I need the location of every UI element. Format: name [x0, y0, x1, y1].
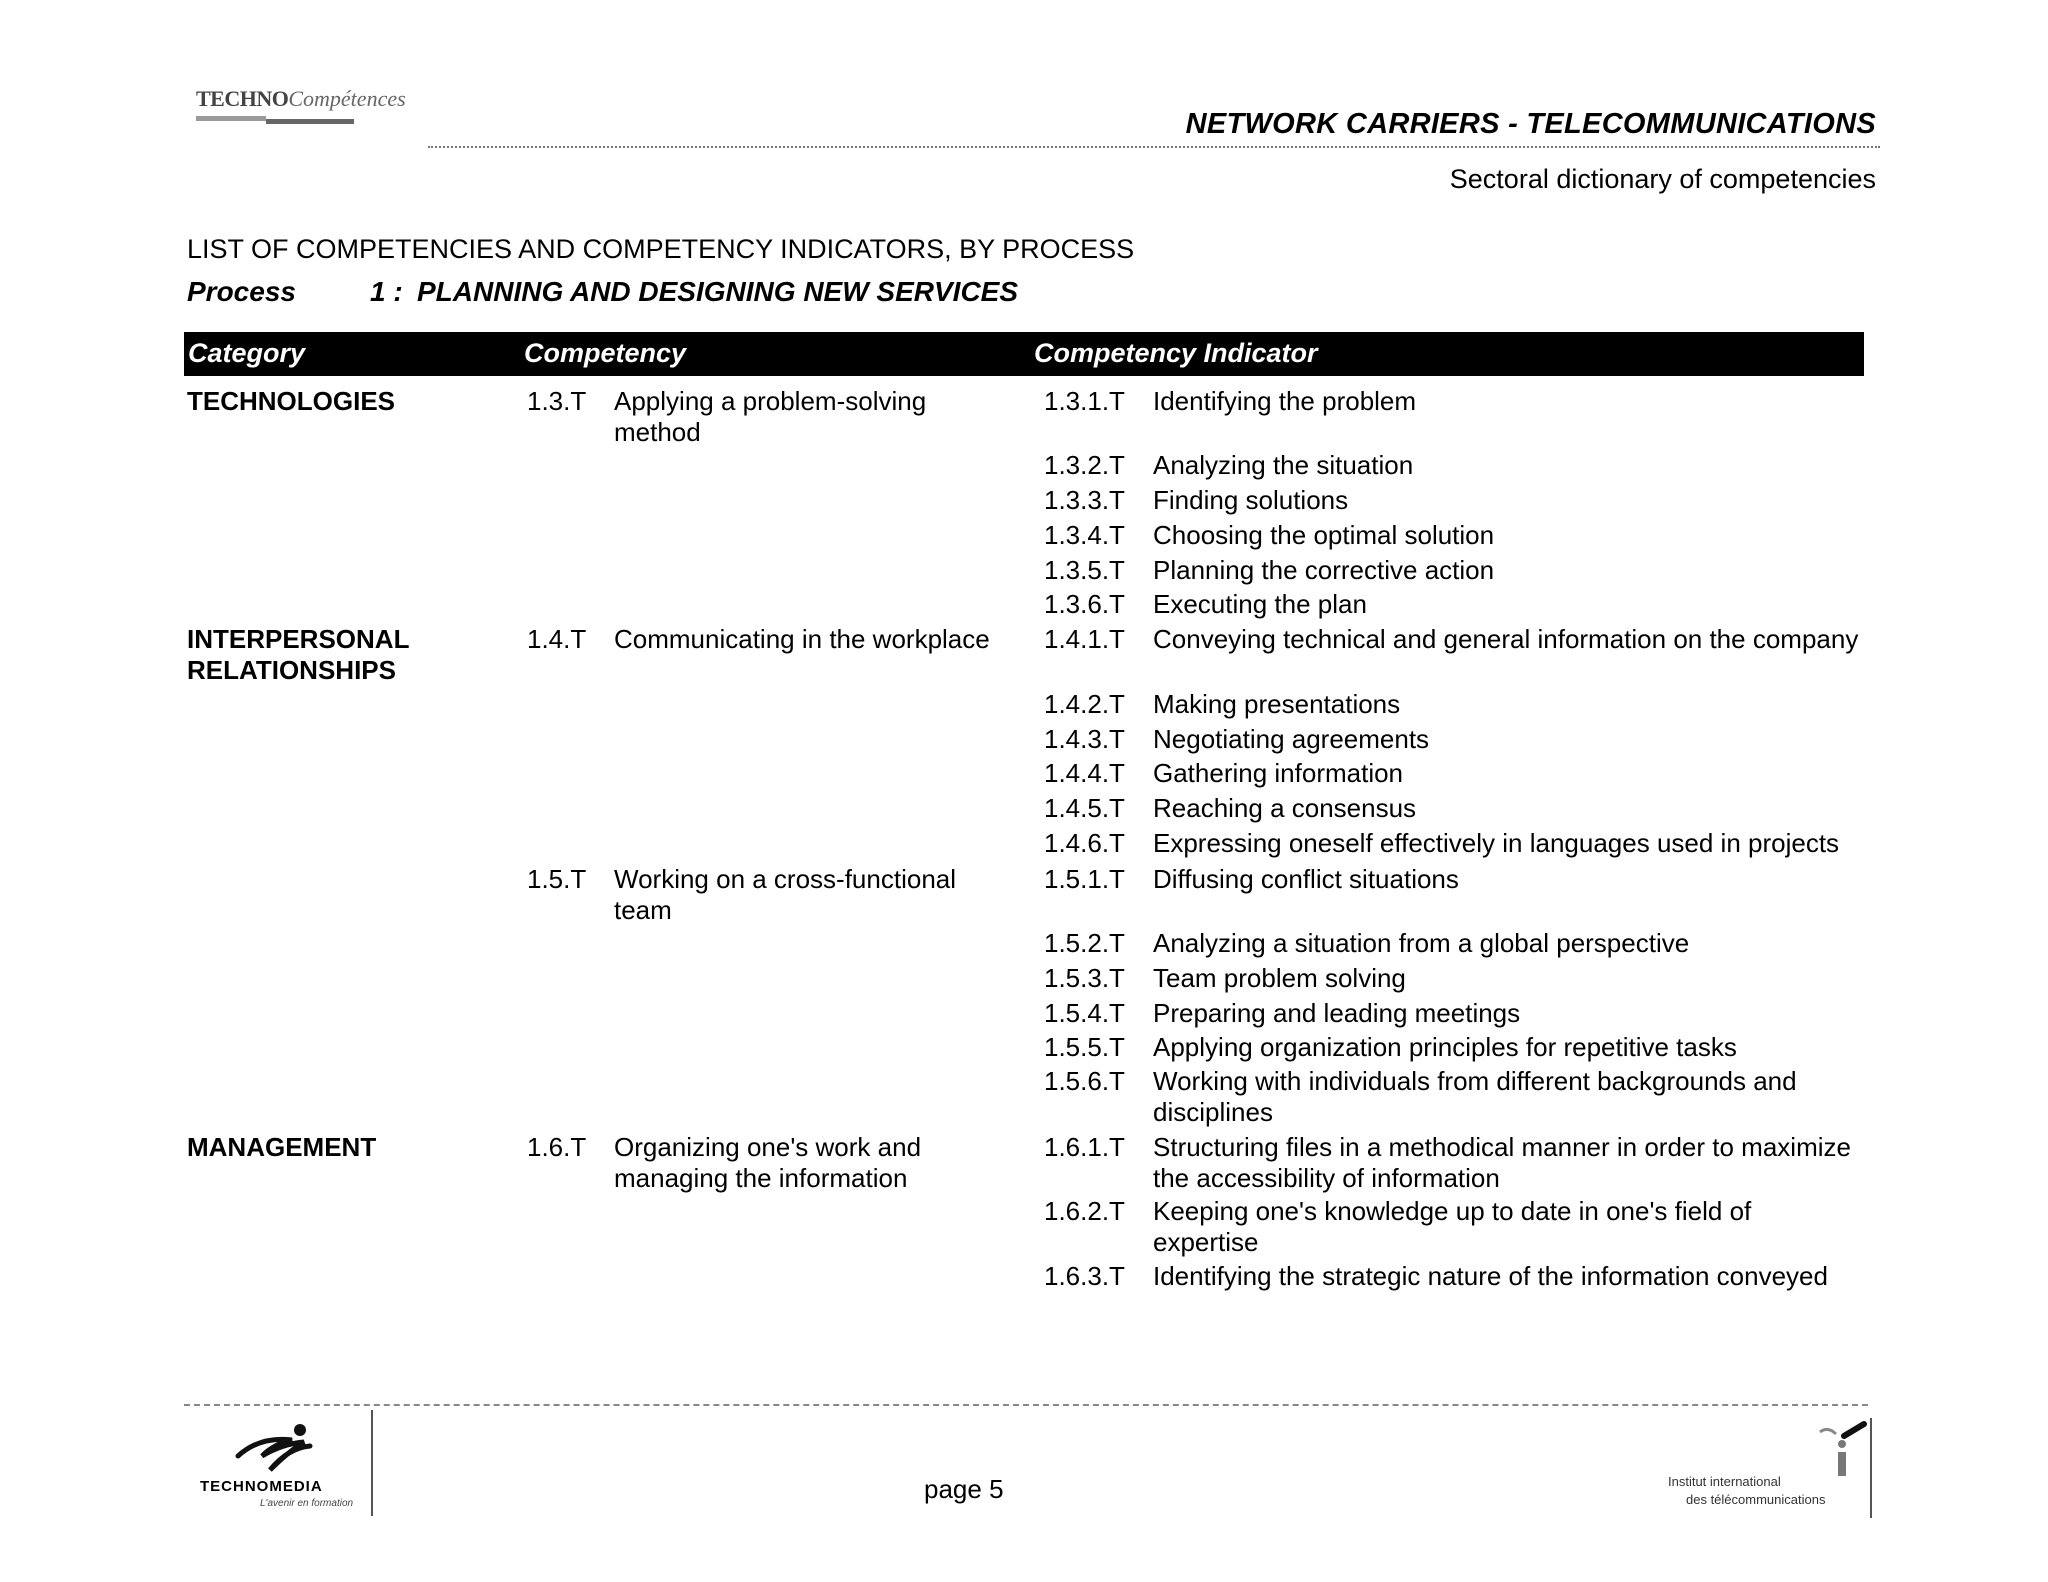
logo-bar — [266, 119, 354, 124]
indicator-label: Keeping one's knowledge up to date in one's field of expertise — [1153, 1196, 1752, 1257]
footer-divider — [184, 1404, 1868, 1406]
indicator-label: Negotiating agreements — [1153, 724, 1430, 754]
footer-vertical-rule — [1870, 1418, 1872, 1518]
indicator-label: Team problem solving — [1153, 963, 1406, 993]
competency-label: Communicating in the workplace — [614, 624, 990, 654]
column-header-competency: Competency — [524, 338, 687, 368]
column-header-indicator: Competency Indicator — [1034, 338, 1318, 368]
indicator-code: 1.5.1.T — [1044, 864, 1125, 894]
indicator-label: Preparing and leading meetings — [1153, 998, 1521, 1028]
indicator-code: 1.4.3.T — [1044, 724, 1125, 754]
indicator-code: 1.4.5.T — [1044, 793, 1125, 823]
indicator-label: Applying organization principles for repetitive tasks — [1153, 1032, 1737, 1062]
column-header-category: Category — [188, 338, 306, 368]
indicator-code: 1.5.6.T — [1044, 1066, 1125, 1096]
indicator-label: Working with individuals from different backgrounds and disciplines — [1153, 1066, 1797, 1127]
process-heading — [187, 276, 1019, 308]
indicator-code: 1.5.5.T — [1044, 1032, 1125, 1062]
competency-code: 1.3.T — [527, 386, 587, 416]
logo-bar — [196, 116, 266, 121]
indicator-code: 1.3.5.T — [1044, 555, 1125, 585]
indicator-label: Expressing oneself effectively in languages used in projects — [1153, 828, 1840, 858]
indicator-label: Identifying the problem — [1153, 386, 1417, 416]
header-divider — [428, 146, 1880, 148]
competency-code: 1.5.T — [527, 864, 587, 894]
process-number: 1 : — [370, 276, 403, 307]
indicator-label: Finding solutions — [1153, 485, 1349, 515]
footer-vertical-rule — [371, 1410, 373, 1516]
indicator-code: 1.3.6.T — [1044, 589, 1125, 619]
swoosh-icon — [230, 1422, 320, 1472]
indicator-code: 1.4.4.T — [1044, 758, 1125, 788]
indicator-label: Executing the plan — [1153, 589, 1367, 619]
indicator-label: Diffusing conflict situations — [1153, 864, 1459, 894]
indicator-label: Identifying the strategic nature of the information conveyed — [1153, 1261, 1828, 1291]
indicator-label: Gathering information — [1153, 758, 1404, 788]
indicator-code: 1.4.2.T — [1044, 689, 1125, 719]
category-interpersonal: INTERPERSONAL RELATIONSHIPS — [187, 624, 409, 685]
indicator-label: Planning the corrective action — [1153, 555, 1495, 585]
competency-code: 1.6.T — [527, 1132, 587, 1162]
category-management: MANAGEMENT — [187, 1132, 377, 1162]
indicator-label: Conveying technical and general information on the company — [1153, 624, 1859, 654]
indicator-code: 1.5.4.T — [1044, 998, 1125, 1028]
process-name: PLANNING AND DESIGNING NEW SERVICES — [417, 276, 1019, 307]
technomedia-logo: TECHNOMEDIA L'avenir en formation — [200, 1422, 380, 1518]
indicator-code: 1.6.1.T — [1044, 1132, 1125, 1162]
indicator-code: 1.6.2.T — [1044, 1196, 1125, 1226]
indicator-code: 1.3.4.T — [1044, 520, 1125, 550]
category-technologies: TECHNOLOGIES — [187, 386, 396, 416]
indicator-code: 1.3.1.T — [1044, 386, 1125, 416]
indicator-code: 1.4.1.T — [1044, 624, 1125, 654]
table-header — [184, 332, 1864, 376]
competency-label: Applying a problem-solving method — [614, 386, 927, 447]
indicator-code: 1.6.3.T — [1044, 1261, 1125, 1291]
indicator-label: Reaching a consensus — [1153, 793, 1417, 823]
indicator-label: Choosing the optimal solution — [1153, 520, 1495, 550]
indicator-label: Analyzing the situation — [1153, 450, 1414, 480]
logo-text: TECHNOCompétences — [196, 86, 406, 111]
competency-code: 1.4.T — [527, 624, 587, 654]
indicator-label: Analyzing a situation from a global perspective — [1153, 928, 1690, 958]
list-title: LIST OF COMPETENCIES AND COMPETENCY INDICATORS, BY PROCESS — [187, 234, 1135, 264]
indicator-code: 1.3.3.T — [1044, 485, 1125, 515]
process-label: Process — [187, 276, 296, 307]
indicator-label: Making presentations — [1153, 689, 1401, 719]
indicator-label: Structuring files in a methodical manner in order to maximize the accessibility of information — [1153, 1132, 1851, 1193]
document-title: NETWORK CARRIERS - TELECOMMUNICATIONS — [1185, 108, 1876, 140]
indicator-code: 1.5.3.T — [1044, 963, 1125, 993]
institute-mark-icon — [1818, 1420, 1868, 1480]
iit-logo: Institut international des télécommunications — [1668, 1420, 1868, 1520]
indicator-code: 1.4.6.T — [1044, 828, 1125, 858]
competency-label: Organizing one's work and managing the information — [614, 1132, 922, 1193]
page-number: page 5 — [924, 1474, 1004, 1504]
indicator-code: 1.5.2.T — [1044, 928, 1125, 958]
indicator-code: 1.3.2.T — [1044, 450, 1125, 480]
competency-label: Working on a cross-functional team — [614, 864, 957, 925]
technocompetences-logo — [196, 86, 406, 130]
document-subtitle: Sectoral dictionary of competencies — [1449, 164, 1876, 194]
